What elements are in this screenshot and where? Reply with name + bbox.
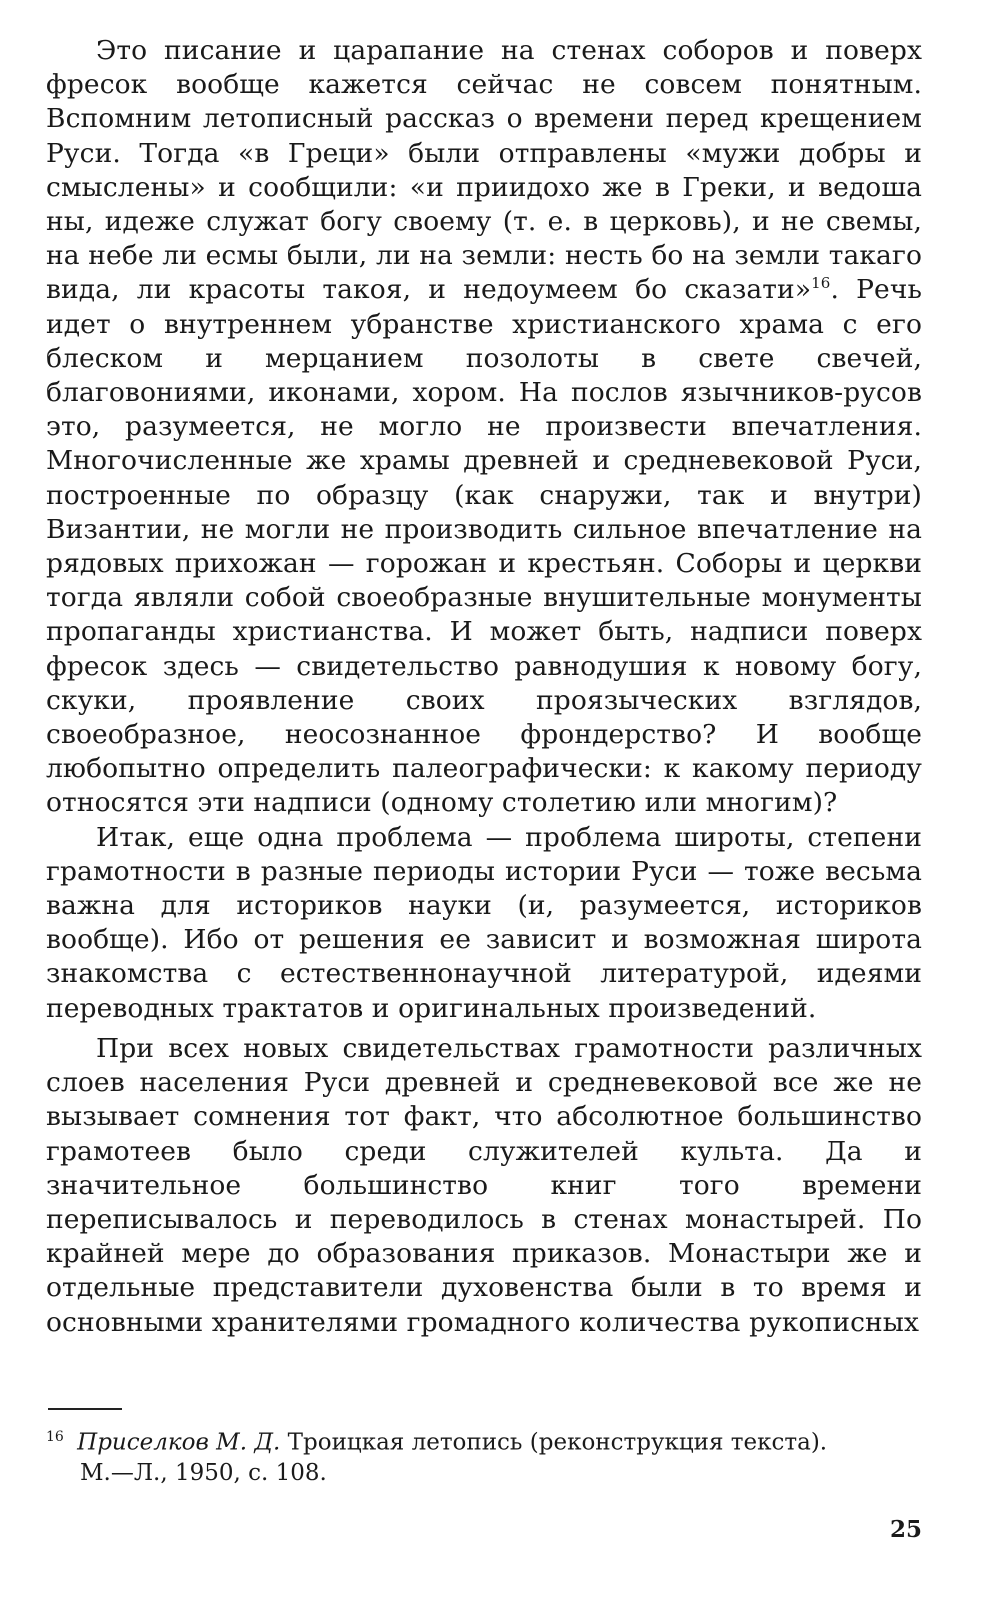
paragraph-2: Итак, еще одна проблема — проблема широты, степени грамотности в разные периоды истории Руси — тоже весьма важна для историков науки (и, разумеется, историков вообще). Ибо от решения ее зависит и возможная широта знакомства с естественнонаучной литературой, идеями переводных трактатов и оригинальных произведений.	[46, 821, 922, 1024]
footnote-author: Приселков М. Д.	[77, 1429, 281, 1456]
paragraph-1-continuation: . Речь идет о внутреннем убранстве христианского храма с его блеском и мерцанием позолоты в свете свечей, благовониями, иконами, хором. На послов язычников-русов это, разумеется, не могло не произвести впечатления. Многочисленные же храмы древней и средневековой Руси, построенные по образцу (как снаружи, так и внутри) Византии, не могли не производить сильное впечатление на рядовых прихожан — горожан и крестьян. Соборы и церкви тогда являли собой своеобразные внушительные монументы пропаганды христианства. И может быть, надписи поверх фресок здесь — свидетельство равнодушия к новому богу, скуки, проявление своих проязыческих взглядов, своеобразное, неосознанное фрондерство? И вообще любопытно определить палеографически: к какому периоду относятся эти надписи (одному столетию или многим)?	[46, 274, 922, 819]
footnote-divider	[48, 1408, 122, 1410]
page-number: 25	[889, 1516, 922, 1543]
footnote-16	[46, 1422, 922, 1488]
footnote-title: Троицкая летопись (реконструкция текста).	[287, 1429, 828, 1456]
footnote-imprint: М.—Л., 1950, с. 108.	[80, 1459, 327, 1486]
paragraph-1-text: Это писание и царапание на стенах соборов и поверх фресок вообще кажется сейчас не совсем понятным. Вспомним летописный рассказ о времени перед крещением Руси. Тогда «в Греци» были отправлены «мужи добры и смыслены» и сообщили: «и приидохо же в Греки, и ведоша ны, идеже служат богу своему (т. е. в церковь), и не свемы, на небе ли есмы были, ли на земли: несть бо на земли такаго вида, ли красоты такоя, и недоумеем бо сказати»	[46, 35, 922, 306]
footnote-ref-16[interactable]: 16	[811, 274, 831, 293]
paragraph-1	[46, 34, 922, 821]
main-text	[46, 34, 922, 1340]
footnote-mark: 16	[46, 1429, 64, 1445]
paragraph-3: При всех новых свидетельствах грамотности различных слоев населения Руси древней и средневековой все же не вызывает сомнения тот факт, что абсолютное большинство грамотеев было среди служителей культа. Да и значительное большинство книг того времени переписывалось и переводилось в стенах монастырей. По крайней мере до образования приказов. Монастыри же и отдельные представители духовенства были в то время и основными хранителями громадного количества рукописных	[46, 1032, 922, 1338]
